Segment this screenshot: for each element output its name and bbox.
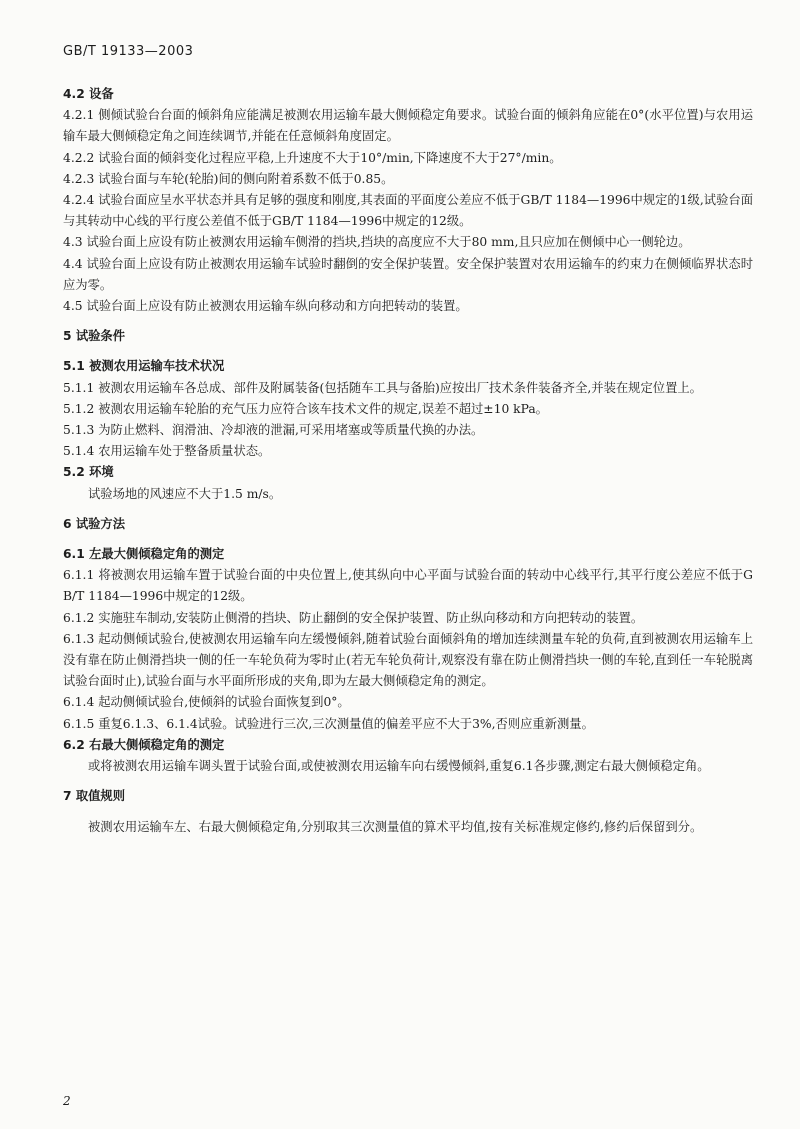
clause-paragraph: 6.1.4 起动侧倾试验台,使倾斜的试验台面恢复到0°。 [63,695,350,710]
clause-paragraph: 6.1.3 起动侧倾试验台,使被测农用运输车向左缓慢倾斜,随着试验台面倾斜角的增加连续测量车轮的负荷,直到被测农用运输车上没有靠在防止侧滑挡块一侧的任一车轮负荷为零时止(若无车轮负荷计,观察没有靠在防止侧滑挡块一侧的车轮,直到任一车轮脱离试验台面时止),试验台面与水平面所形成的夹角,即为左最大侧倾稳定角的测定。 [63,631,753,689]
clause-paragraph: 5.1.4 农用运输车处于整备质量状态。 [63,444,271,459]
section-gap [63,808,753,817]
section-gap [63,317,753,326]
section-heading: 6 试验方法 [63,516,126,531]
document-body [63,84,753,838]
section-heading: 6.2 右最大侧倾稳定角的测定 [63,737,225,752]
clause-paragraph: 4.4 试验台面上应设有防止被测农用运输车试验时翻倒的安全保护装置。安全保护装置对农用运输车的约束力在侧倾临界状态时应为零。 [63,256,753,292]
section-heading: 5.1 被测农用运输车技术状况 [63,359,225,374]
clause-paragraph: 4.2.1 侧倾试验台台面的倾斜角应能满足被测农用运输车最大侧倾稳定角要求。试验台面的倾斜角应能在0°(水平位置)与农用运输车最大侧倾稳定角之间连续调节,并能在任意倾斜角度固定。 [63,108,753,144]
body-paragraph: 或将被测农用运输车调头置于试验台面,或使被测农用运输车向右缓慢倾斜,重复6.1各步骤,测定右最大侧倾稳定角。 [88,759,710,774]
clause-paragraph: 4.2.3 试验台面与车轮(轮胎)间的侧向附着系数不低于0.85。 [63,171,394,186]
section-heading: 7 取值规则 [63,789,126,804]
clause-paragraph: 6.1.2 实施驻车制动,安装防止侧滑的挡块、防止翻倒的安全保护装置、防止纵向移动和方向把转动的装置。 [63,610,644,625]
section-heading: 4.2 设备 [63,87,114,101]
clause-paragraph: 4.3 试验台面上应设有防止被测农用运输车侧滑的挡块,挡块的高度应不大于80 mm,且只应加在侧倾中心一侧轮边。 [63,235,691,250]
clause-paragraph: 4.5 试验台面上应设有防止被测农用运输车纵向移动和方向把转动的装置。 [63,299,468,314]
body-paragraph: 试验场地的风速应不大于1.5 m/s。 [88,486,282,501]
clause-paragraph: 6.1.5 重复6.1.3、6.1.4试验。试验进行三次,三次测量值的偏差平应不大于3%,否则应重新测量。 [63,716,594,731]
clause-paragraph: 4.2.4 试验台面应呈水平状态并具有足够的强度和刚度,其表面的平面度公差应不低于GB/T 1184—1996中规定的1级,试验台面与其转动中心线的平行度公差值不低于GB/T 1184—1996中规定的12级。 [63,193,753,229]
page-number: 2 [63,1094,71,1108]
standard-number: GB/T 19133—2003 [63,44,194,59]
clause-paragraph: 5.1.3 为防止燃料、润滑油、冷却液的泄漏,可采用堵塞或等质量代换的办法。 [63,423,484,438]
section-gap [63,505,753,514]
section-heading: 6.1 左最大侧倾稳定角的测定 [63,547,225,562]
section-gap [63,347,753,356]
body-paragraph: 被测农用运输车左、右最大侧倾稳定角,分别取其三次测量值的算术平均值,按有关标准规定修约,修约后保留到分。 [88,819,703,834]
section-gap [63,777,753,786]
clause-paragraph: 4.2.2 试验台面的倾斜变化过程应平稳,上升速度不大于10°/min,下降速度不大于27°/min。 [63,150,562,165]
section-heading: 5.2 环境 [63,465,114,480]
clause-paragraph: 5.1.2 被测农用运输车轮胎的充气压力应符合该车技术文件的规定,误差不超过±10 kPa。 [63,401,548,416]
clause-paragraph: 6.1.1 将被测农用运输车置于试验台面的中央位置上,使其纵向中心平面与试验台面的转动中心线平行,其平行度公差应不低于GB/T 1184—1996中规定的12级。 [63,568,753,604]
section-heading: 5 试验条件 [63,329,126,344]
clause-paragraph: 5.1.1 被测农用运输车各总成、部件及附属装备(包括随车工具与备胎)应按出厂技术条件装备齐全,并装在规定位置上。 [63,380,702,395]
section-gap [63,535,753,544]
